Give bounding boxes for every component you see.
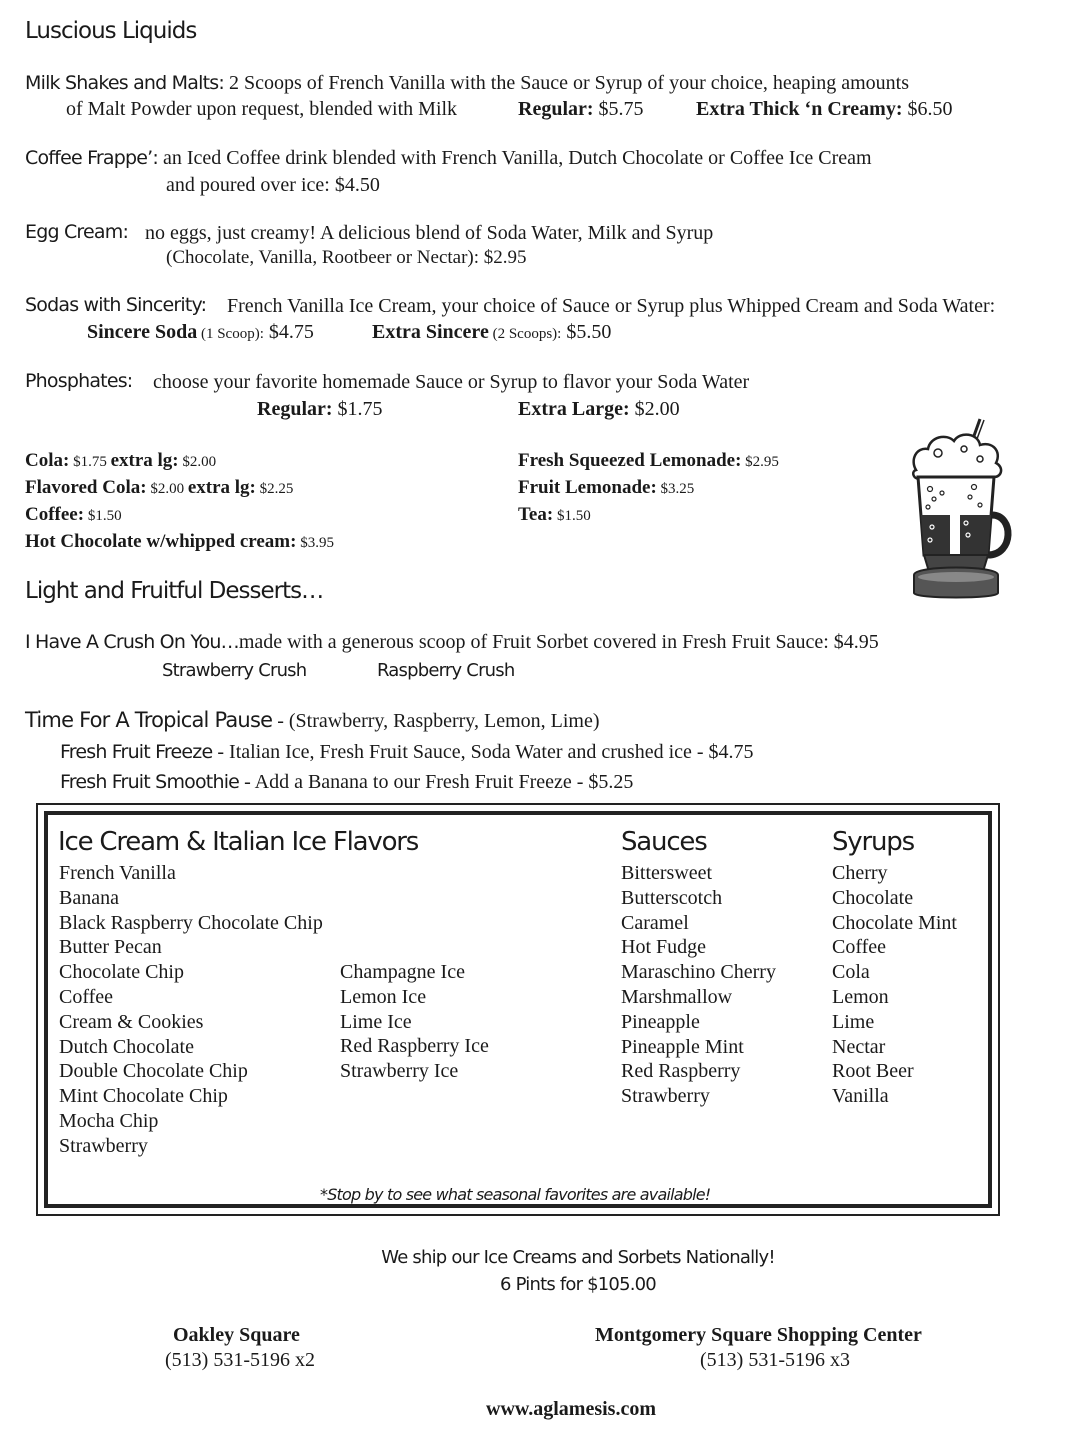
sincere-soda-price: $4.75 xyxy=(263,321,314,343)
drink-name: Tea: xyxy=(518,504,554,525)
extra-sincere-note: (2 Scoops): xyxy=(488,326,562,342)
frappe-desc2: and poured over ice: $4.50 xyxy=(166,174,380,196)
list-item: Lime xyxy=(832,1010,875,1033)
location-oakley-phone: (513) 531-5196 x2 xyxy=(165,1349,315,1371)
list-item: Chocolate xyxy=(832,886,914,909)
shakes-thick xyxy=(696,98,952,121)
list-item: Vanilla xyxy=(832,1085,889,1108)
sincere-soda xyxy=(87,321,314,344)
list-item: Bittersweet xyxy=(621,862,713,884)
list-item: Pineapple xyxy=(621,1010,700,1033)
flavors-box xyxy=(36,803,1000,1216)
drink-name: Coffee: xyxy=(25,504,85,525)
website-link[interactable]: www.aglamesis.com xyxy=(486,1398,656,1420)
location-montgomery-phone: (513) 531-5196 x3 xyxy=(700,1349,850,1371)
extra-sincere-label: Extra Sincere xyxy=(372,321,489,343)
drink-price: $1.50 xyxy=(84,508,122,524)
list-item: Root Beer xyxy=(832,1060,914,1083)
list-item: Pineapple Mint xyxy=(621,1035,744,1058)
tropical-name: Time For A Tropical Pause xyxy=(25,708,273,732)
list-item: Lime Ice xyxy=(340,1010,412,1033)
phosphates-large xyxy=(518,398,680,421)
list-item: Chocolate Mint xyxy=(832,911,957,934)
phosphates-regular-price: $1.75 xyxy=(332,398,383,420)
smoothie-desc: - Add a Banana to our Fresh Fruit Freeze - $5.25 xyxy=(239,771,634,793)
freeze-line xyxy=(60,741,754,764)
frappe-name: Coffee Frappe’: xyxy=(25,147,158,169)
italian-ice-flavor-list xyxy=(340,960,489,1084)
syrups-title: Syrups xyxy=(832,827,914,857)
phosphates-desc1: choose your favorite homemade Sauce or Syrup to flavor your Soda Water xyxy=(153,371,750,393)
shakes-thick-label: Extra Thick ‘n Creamy: xyxy=(696,98,903,120)
drink-price: $1.75 xyxy=(69,454,111,470)
drink-fruit-lemonade xyxy=(518,477,694,499)
ice-cream-soda-mug-icon xyxy=(908,415,1018,606)
shipping-line: We ship our Ice Creams and Sorbets Nationally! xyxy=(381,1247,775,1268)
list-item: Lemon xyxy=(832,985,889,1008)
list-item: Lemon Ice xyxy=(340,985,427,1008)
phosphates-regular-label: Regular: xyxy=(257,398,333,420)
drink-name: Flavored Cola: xyxy=(25,477,147,498)
drink-coffee xyxy=(25,504,122,526)
list-item: Champagne Ice xyxy=(340,961,465,983)
drink-flavored-cola xyxy=(25,477,293,499)
drink-name: Fruit Lemonade: xyxy=(518,477,657,498)
section-title-desserts: Light and Fruitful Desserts… xyxy=(25,578,324,604)
list-item: Hot Fudge xyxy=(621,936,706,959)
frappe-desc1: an Iced Coffee drink blended with French Vanilla, Dutch Chocolate or Coffee Ice Cream xyxy=(157,147,872,169)
sincere-soda-label: Sincere Soda xyxy=(87,321,198,343)
drink-extra-price: $2.00 xyxy=(178,454,217,470)
smoothie-line xyxy=(60,771,633,794)
list-item: Marshmallow xyxy=(621,985,733,1008)
drink-name: Hot Chocolate w/whipped cream: xyxy=(25,531,297,552)
phosphates-large-label: Extra Large: xyxy=(518,398,630,420)
list-item: Mint Chocolate Chip xyxy=(59,1085,228,1108)
drink-price: $2.95 xyxy=(741,454,779,470)
drink-extra-label: extra lg: xyxy=(187,477,256,498)
crush-option-raspberry: Raspberry Crush xyxy=(377,660,515,681)
crush-option-strawberry: Strawberry Crush xyxy=(162,660,307,681)
list-item: Red Raspberry xyxy=(621,1060,741,1083)
list-item: Banana xyxy=(59,886,119,909)
drink-extra-price: $2.25 xyxy=(255,481,294,497)
drink-price: $3.25 xyxy=(656,481,695,497)
shakes-thick-price: $6.50 xyxy=(902,98,953,120)
drink-fresh-lemonade xyxy=(518,450,779,472)
extra-sincere-price: $5.50 xyxy=(561,321,612,343)
list-item: French Vanilla xyxy=(59,862,176,884)
egg-cream-desc1: no eggs, just creamy! A delicious blend of Soda Water, Milk and Syrup xyxy=(145,222,714,244)
location-montgomery-name: Montgomery Square Shopping Center xyxy=(595,1324,922,1346)
list-item: Cherry xyxy=(832,862,888,884)
phosphates-regular xyxy=(257,398,383,421)
phosphates-large-price: $2.00 xyxy=(629,398,680,420)
extra-sincere xyxy=(372,321,611,344)
shakes-desc1: 2 Scoops of French Vanilla with the Sauce or Syrup of your choice, heaping amounts xyxy=(223,72,910,94)
list-item: Butterscotch xyxy=(621,886,723,909)
syrups-list xyxy=(832,861,957,1109)
smoothie-name: Fresh Fruit Smoothie xyxy=(60,771,240,793)
shakes-desc2: of Malt Powder upon request, blended with Milk xyxy=(66,98,458,120)
drink-tea xyxy=(518,504,591,526)
list-item: Nectar xyxy=(832,1035,886,1058)
drink-cola xyxy=(25,450,216,472)
ice-cream-flavor-list xyxy=(59,861,323,1159)
pints-line: 6 Pints for $105.00 xyxy=(500,1274,656,1295)
sodas-name: Sodas with Sincerity: xyxy=(25,294,207,316)
drink-extra-label: extra lg: xyxy=(110,450,179,471)
crush-name: I Have A Crush On You… xyxy=(25,631,239,653)
drink-price: $1.50 xyxy=(553,508,591,524)
list-item: Chocolate Chip xyxy=(59,961,184,984)
list-item: Cola xyxy=(832,961,870,984)
list-item: Butter Pecan xyxy=(59,936,162,959)
egg-cream-desc2: (Chocolate, Vanilla, Rootbeer or Nectar): $2.95 xyxy=(166,247,527,268)
sauces-title: Sauces xyxy=(621,827,707,857)
list-item: Strawberry xyxy=(59,1134,148,1157)
tropical-desc: - (Strawberry, Raspberry, Lemon, Lime) xyxy=(272,710,600,732)
crush-desc: made with a generous scoop of Fruit Sorbet covered in Fresh Fruit Sauce: $4.95 xyxy=(238,631,879,653)
list-item: Caramel xyxy=(621,911,689,934)
shakes-regular-price: $5.75 xyxy=(593,98,644,120)
list-item: Strawberry Ice xyxy=(340,1060,459,1083)
sodas-desc1: French Vanilla Ice Cream, your choice of Sauce or Syrup plus Whipped Cream and Soda Water: xyxy=(227,295,996,317)
seasonal-note: *Stop by to see what seasonal favorites are available! xyxy=(320,1185,711,1204)
egg-cream-name: Egg Cream: xyxy=(25,221,129,243)
list-item: Maraschino Cherry xyxy=(621,961,776,984)
sauces-list xyxy=(621,861,776,1109)
location-oakley-name: Oakley Square xyxy=(173,1324,300,1346)
list-item: Cream & Cookies xyxy=(59,1010,204,1033)
shakes-name: Milk Shakes and Malts: xyxy=(25,72,224,94)
list-item: Black Raspberry Chocolate Chip xyxy=(59,911,323,934)
list-item: Mocha Chip xyxy=(59,1109,159,1132)
tropical-line xyxy=(25,708,600,733)
list-item: Coffee xyxy=(832,936,887,959)
drink-hot-chocolate xyxy=(25,531,334,553)
drink-price: $3.95 xyxy=(296,535,334,551)
freeze-desc: - Italian Ice, Fresh Fruit Sauce, Soda Water and crushed ice - $4.75 xyxy=(212,741,754,763)
flavors-title: Ice Cream & Italian Ice Flavors xyxy=(58,827,419,857)
shakes-line1 xyxy=(25,72,909,95)
list-item: Dutch Chocolate xyxy=(59,1035,194,1058)
sincere-soda-note: (1 Scoop): xyxy=(197,326,264,342)
drink-price: $2.00 xyxy=(146,481,188,497)
drink-name: Fresh Squeezed Lemonade: xyxy=(518,450,742,471)
drink-name: Cola: xyxy=(25,450,70,471)
shakes-regular-label: Regular: xyxy=(518,98,594,120)
shakes-regular xyxy=(518,98,644,121)
frappe-line1 xyxy=(25,147,872,170)
list-item: Double Chocolate Chip xyxy=(59,1060,248,1083)
list-item: Strawberry xyxy=(621,1085,710,1108)
list-item: Red Raspberry Ice xyxy=(340,1035,489,1058)
freeze-name: Fresh Fruit Freeze xyxy=(60,741,213,763)
section-title-liquids: Luscious Liquids xyxy=(25,18,197,44)
phosphates-name: Phosphates: xyxy=(25,370,133,392)
list-item: Coffee xyxy=(59,985,114,1008)
crush-line xyxy=(25,631,879,654)
